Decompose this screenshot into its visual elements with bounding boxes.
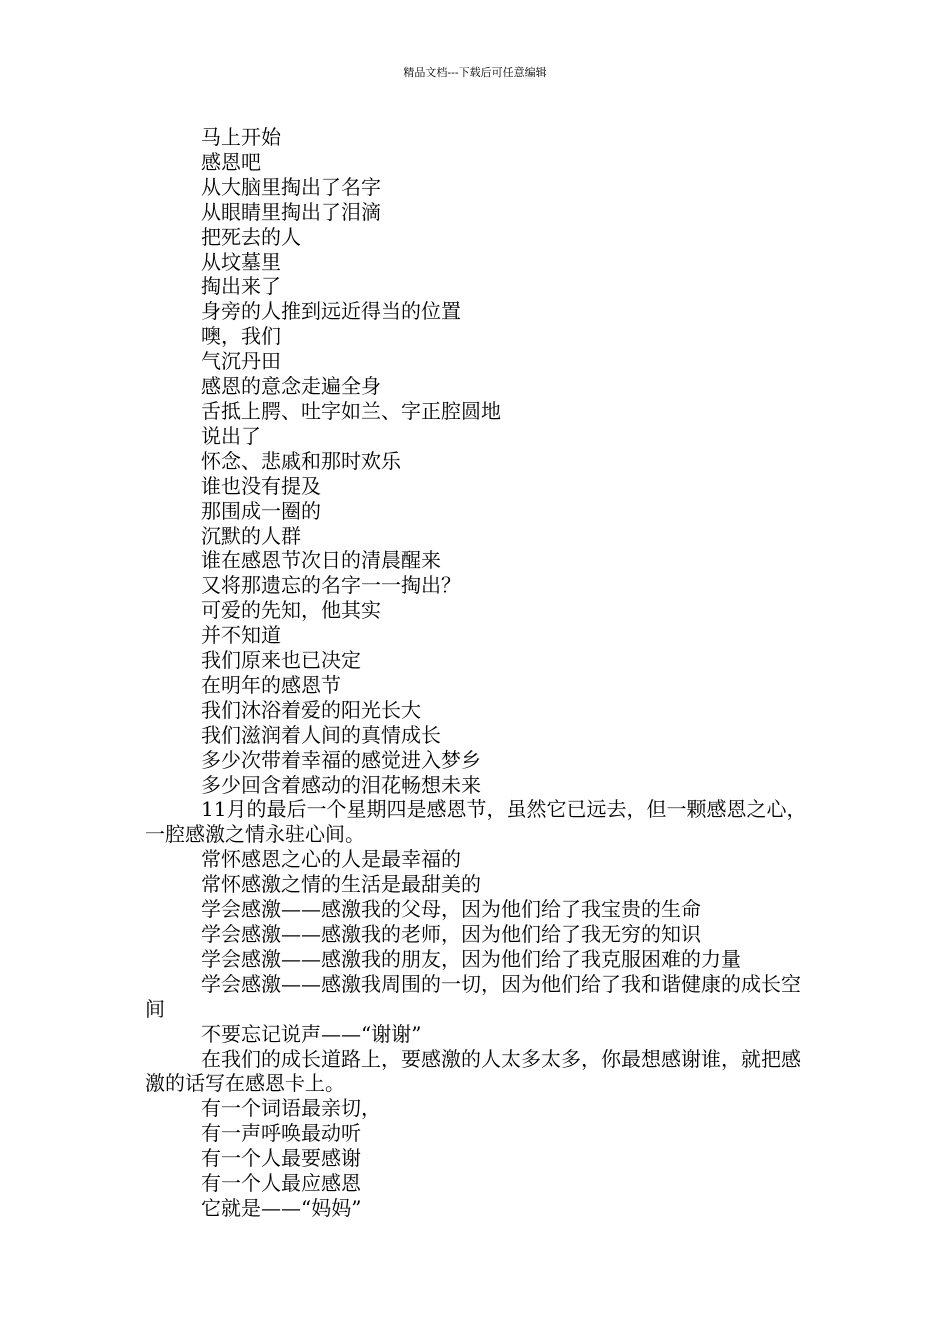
poem-line: 我们沐浴着爱的阳光长大 [201, 697, 421, 722]
document-body [145, 125, 813, 1221]
page-header: 精品文档---下载后可任意编辑 [403, 66, 547, 79]
mother-line: 有一个词语最亲切， [201, 1096, 381, 1121]
mother-line: 有一声呼唤最动听 [201, 1121, 361, 1146]
poem-line: 沉默的人群 [201, 523, 301, 548]
poem-line: 马上开始 [201, 125, 281, 149]
poem-line: 我们滋润着人间的真情成长 [201, 722, 441, 747]
mother-line: 有一个人最要感谢 [201, 1146, 361, 1171]
mother-line: 它就是——“妈妈” [201, 1195, 362, 1220]
paragraph-thanksgiving: 11月的最后一个星期四是感恩节，虽然它已远去，但一颗感恩之心，一腔感激之情永驻心间。 [145, 797, 807, 847]
poem-line: 噢，我们 [201, 324, 281, 349]
poem-line: 谁在感恩节次日的清晨醒来 [201, 548, 441, 573]
thanks-line: 不要忘记说声——“谢谢” [201, 1021, 422, 1046]
poem-line: 舌抵上腭、吐字如兰、字正腔圆地 [201, 398, 501, 423]
paragraph-card: 在我们的成长道路上，要感激的人太多太多，你最想感谢谁，就把感激的话写在感恩卡上。 [145, 1046, 801, 1096]
poem-line: 掏出来了 [201, 274, 281, 299]
poem-line: 又将那遗忘的名字一一掏出？ [201, 573, 461, 598]
poem-line: 从眼睛里掏出了泪滴 [201, 199, 381, 224]
gratitude-line: 常怀感激之情的生活是最甜美的 [201, 872, 481, 897]
poem-line: 把死去的人 [201, 224, 301, 249]
poem-line: 说出了 [201, 423, 261, 448]
gratitude-line: 学会感激——感激我的朋友，因为他们给了我克服困难的力量 [201, 946, 741, 971]
poem-line: 多少次带着幸福的感觉进入梦乡 [201, 747, 481, 772]
poem-line: 在明年的感恩节 [201, 672, 341, 697]
poem-line: 从坟墓里 [201, 249, 281, 274]
poem-line: 并不知道 [201, 623, 281, 648]
mother-line: 有一个人最应感恩 [201, 1171, 361, 1196]
poem-line: 气沉丹田 [201, 349, 281, 374]
poem-line: 身旁的人推到远近得当的位置 [201, 299, 461, 324]
poem-line: 怀念、悲戚和那时欢乐 [201, 448, 401, 473]
poem-line: 谁也没有提及 [201, 473, 321, 498]
poem-line: 感恩的意念走遍全身 [201, 374, 381, 399]
poem-line: 那围成一圈的 [201, 498, 321, 523]
poem-line: 多少回含着感动的泪花畅想未来 [201, 772, 481, 797]
poem-line: 感恩吧 [201, 149, 261, 174]
gratitude-line: 学会感激——感激我的父母，因为他们给了我宝贵的生命 [201, 897, 701, 922]
poem-line: 从大脑里掏出了名字 [201, 174, 381, 199]
gratitude-line: 学会感激——感激我的老师，因为他们给了我无穷的知识 [201, 922, 701, 946]
poem-line: 我们原来也已决定 [201, 648, 361, 673]
gratitude-line: 常怀感恩之心的人是最幸福的 [201, 847, 461, 872]
poem-line: 可爱的先知，他其实 [201, 598, 381, 623]
paragraph-surroundings: 学会感激——感激我周围的一切，因为他们给了我和谐健康的成长空间 [145, 971, 801, 1021]
